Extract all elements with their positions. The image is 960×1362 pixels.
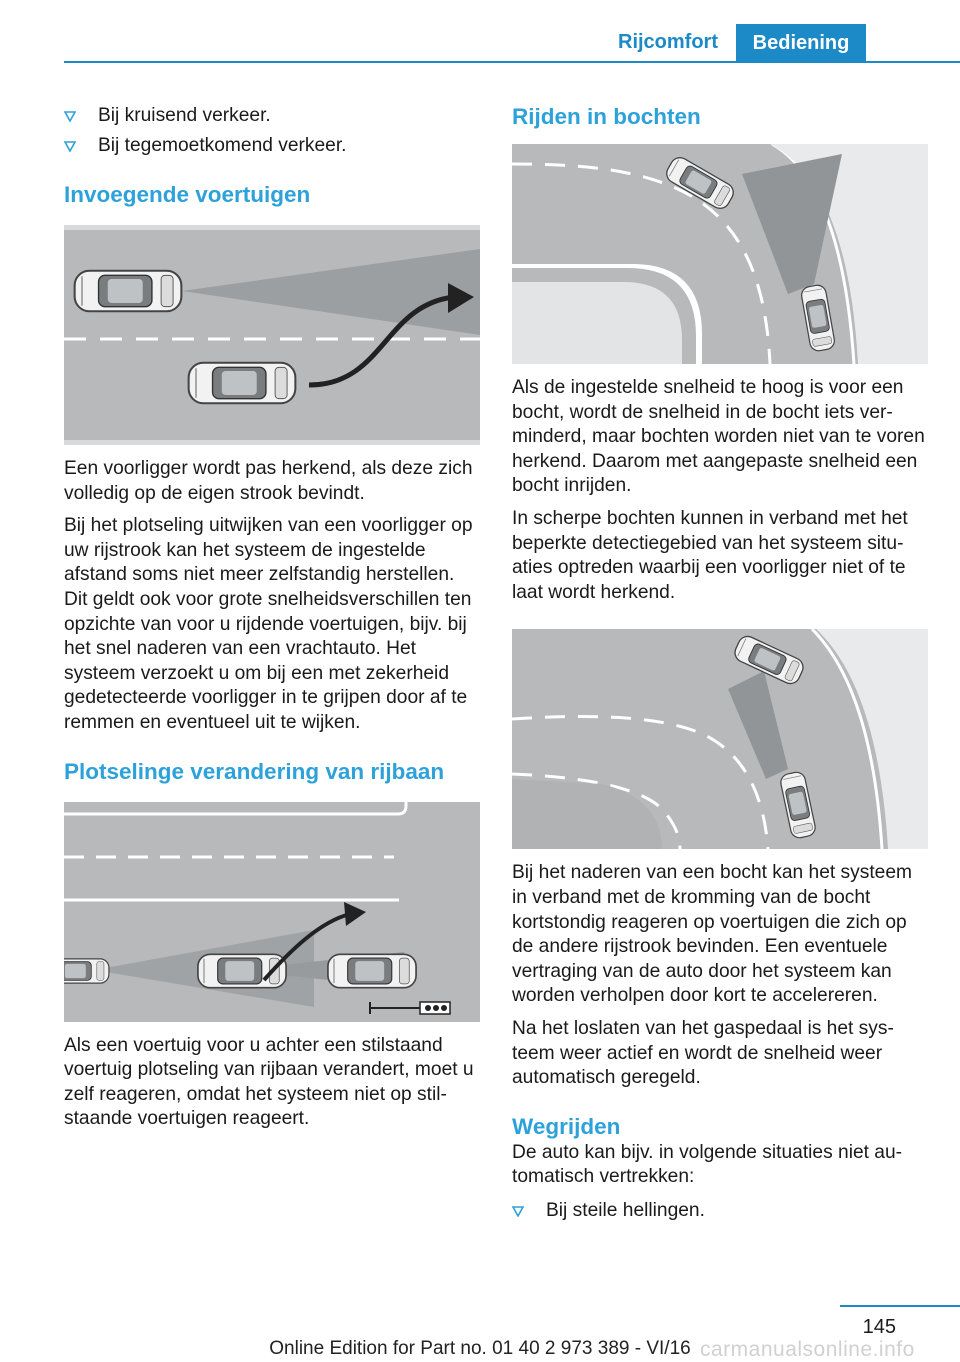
edition-note: Online Edition for Part no. 01 40 2 973 389 - VI/16 [269, 1338, 691, 1359]
paragraph: Bij het naderen van een bocht kan het systeem in verband met de kromming van de bocht kortstondig reageren op voertuigen die zich op de andere rijstrook bevinden. Een eventuele vertraging van de auto door het systeem kan worden verholpen door kort te accelereren. [512, 862, 912, 1007]
page-number: 145 [862, 1316, 896, 1338]
footer-rule [840, 1305, 960, 1307]
triangle-bullet-icon [512, 1206, 524, 1217]
triangle-bullet-icon [64, 141, 76, 152]
bullet-text: Bij tegemoetkomend verkeer. [98, 135, 347, 156]
right-column [512, 103, 928, 1228]
heading-invoegende: Invoegende voertuigen [64, 182, 311, 207]
paragraph: Na het loslaten van het gaspedaal is het systeem weer actief en wordt de snelheid weer automatisch geregeld. [512, 1017, 894, 1089]
paragraph: Als een voertuig voor u achter een stilstaand voertuig plotseling van rijbaan verandert, moet u zelf reageren, omdat het systeem niet op stilstaande voertuigen reageert. [64, 1034, 474, 1130]
curve-driving-figure-1 [512, 144, 928, 364]
paragraph: Bij het plotseling uitwijken van een voorligger op uw rijstrook kan het systeem de ingestelde afstand soms niet meer zelfstandig herstellen. Dit geldt ook voor grote snelheidsverschillen ten opzichte van voor u rijdende voertuigen, bijv. bij het snel naderen van een vrachtauto. Het systeem verzoekt u om bij een met zekerheid gedetecteerde voorligger in te grijpen door af te remmen en eventueel uit te wijken. [64, 515, 473, 733]
watermark: carmanualsonline.info [700, 1338, 915, 1361]
paragraph: In scherpe bochten kunnen in verband met het beperkte detectiegebied van het systeem situaties optreden waarbij een voorligger niet of te laat wordt herkend. [512, 507, 908, 603]
left-column [64, 103, 480, 1140]
bullet-text: Bij steile hellingen. [546, 1199, 705, 1221]
heading-wegrijden: Wegrijden [512, 1113, 621, 1139]
header-section[interactable]: Rijcomfort [618, 31, 718, 53]
paragraph: De auto kan bijv. in volgende situaties niet automatisch vertrekken: [512, 1141, 903, 1188]
header-tab-active[interactable]: Bediening [736, 24, 866, 63]
heading-plotselinge: Plotselinge verandering van rijbaan [64, 758, 445, 784]
lane-change-figure [64, 802, 480, 1022]
list-item [64, 103, 480, 133]
list-item [512, 1198, 928, 1228]
merging-vehicles-figure [64, 225, 480, 445]
bullet-text: Bij kruisend verkeer. [98, 105, 271, 126]
list-item [64, 133, 480, 163]
triangle-bullet-icon [64, 111, 76, 122]
curve-driving-figure-2 [512, 629, 928, 849]
paragraph: Een voorligger wordt pas herkend, als deze zich volledig op de eigen strook bevindt. [64, 458, 473, 504]
heading-bochten: Rijden in bochten [512, 104, 701, 129]
paragraph: Als de ingestelde snelheid te hoog is voor een bocht, wordt de snelheid in de bocht iets verminderd, maar bochten worden niet van te voren herkend. Daarom met aangepaste snelheid een bocht inrijden. [512, 377, 925, 497]
